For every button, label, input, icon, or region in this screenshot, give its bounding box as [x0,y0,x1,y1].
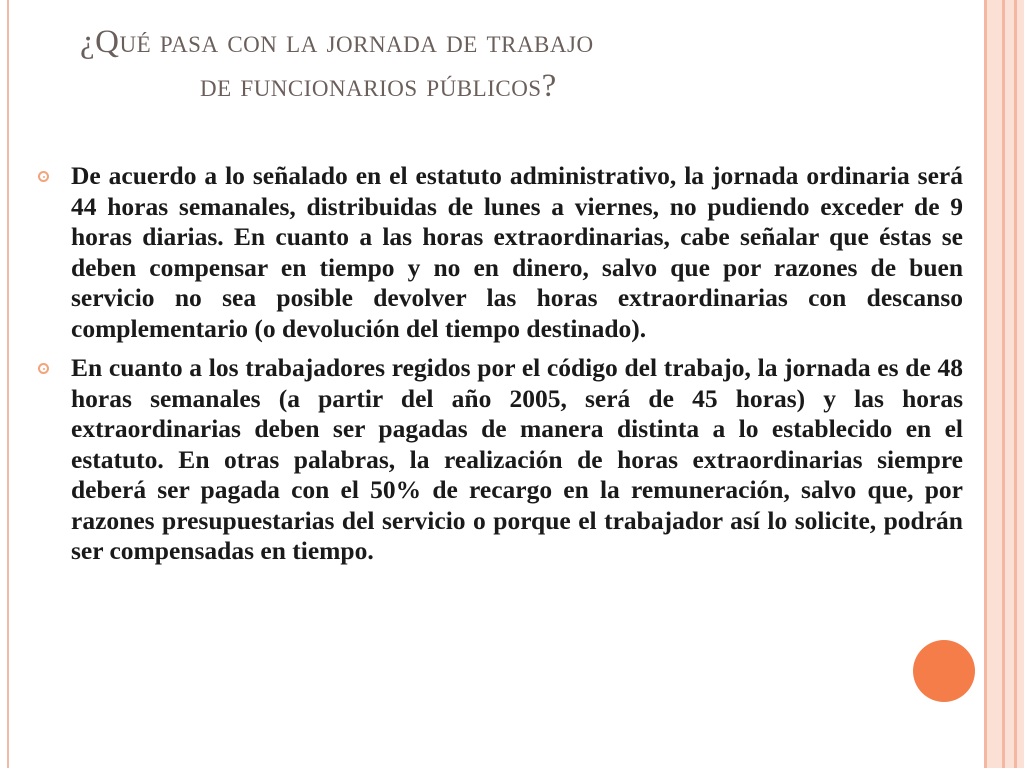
left-border-decoration [0,0,9,768]
circle-bullet-icon [38,171,49,182]
title-line-2: de funcionarios públicos? [200,68,557,104]
bullet-text: En cuanto a los trabajadores regidos por el código del trabajo, la jornada es de 48 horas semanales (a partir del año 2005, será de 45 horas) y las horas extraordinarias deben ser pagadas de manera distinta a lo establecido en el estatuto. En otras palabras, la realización de horas extraordinarias siempre deberá ser pagada con el 50% de recargo en la remuneración, salvo que, por razones presupuestarias del servicio o porque el trabajador así lo solicite, podrán ser compensadas en tiempo. [71,353,963,565]
slide-title [80,20,860,108]
circle-bullet-icon [38,363,49,374]
bullet-text: De acuerdo a lo señalado en el estatuto administrativo, la jornada ordinaria será 44 horas semanales, distribuidas de lunes a viernes, no pudiendo exceder de 9 horas diarias. En cuanto a las horas extraordinarias, cabe señalar que éstas se deben compensar en tiempo y no en dinero, salvo que por razones de buen servicio no sea posible devolver las horas extraordinarias con descanso complementario (o devolución del tiempo destinado). [71,161,963,343]
title-line-1: ¿Qué pasa con la jornada de trabajo [80,24,594,60]
bullet-item [38,161,963,344]
right-stripe-decoration [980,0,1024,768]
bullet-item [38,353,963,567]
orange-circle-decoration [913,640,975,702]
bullet-list [38,161,963,576]
